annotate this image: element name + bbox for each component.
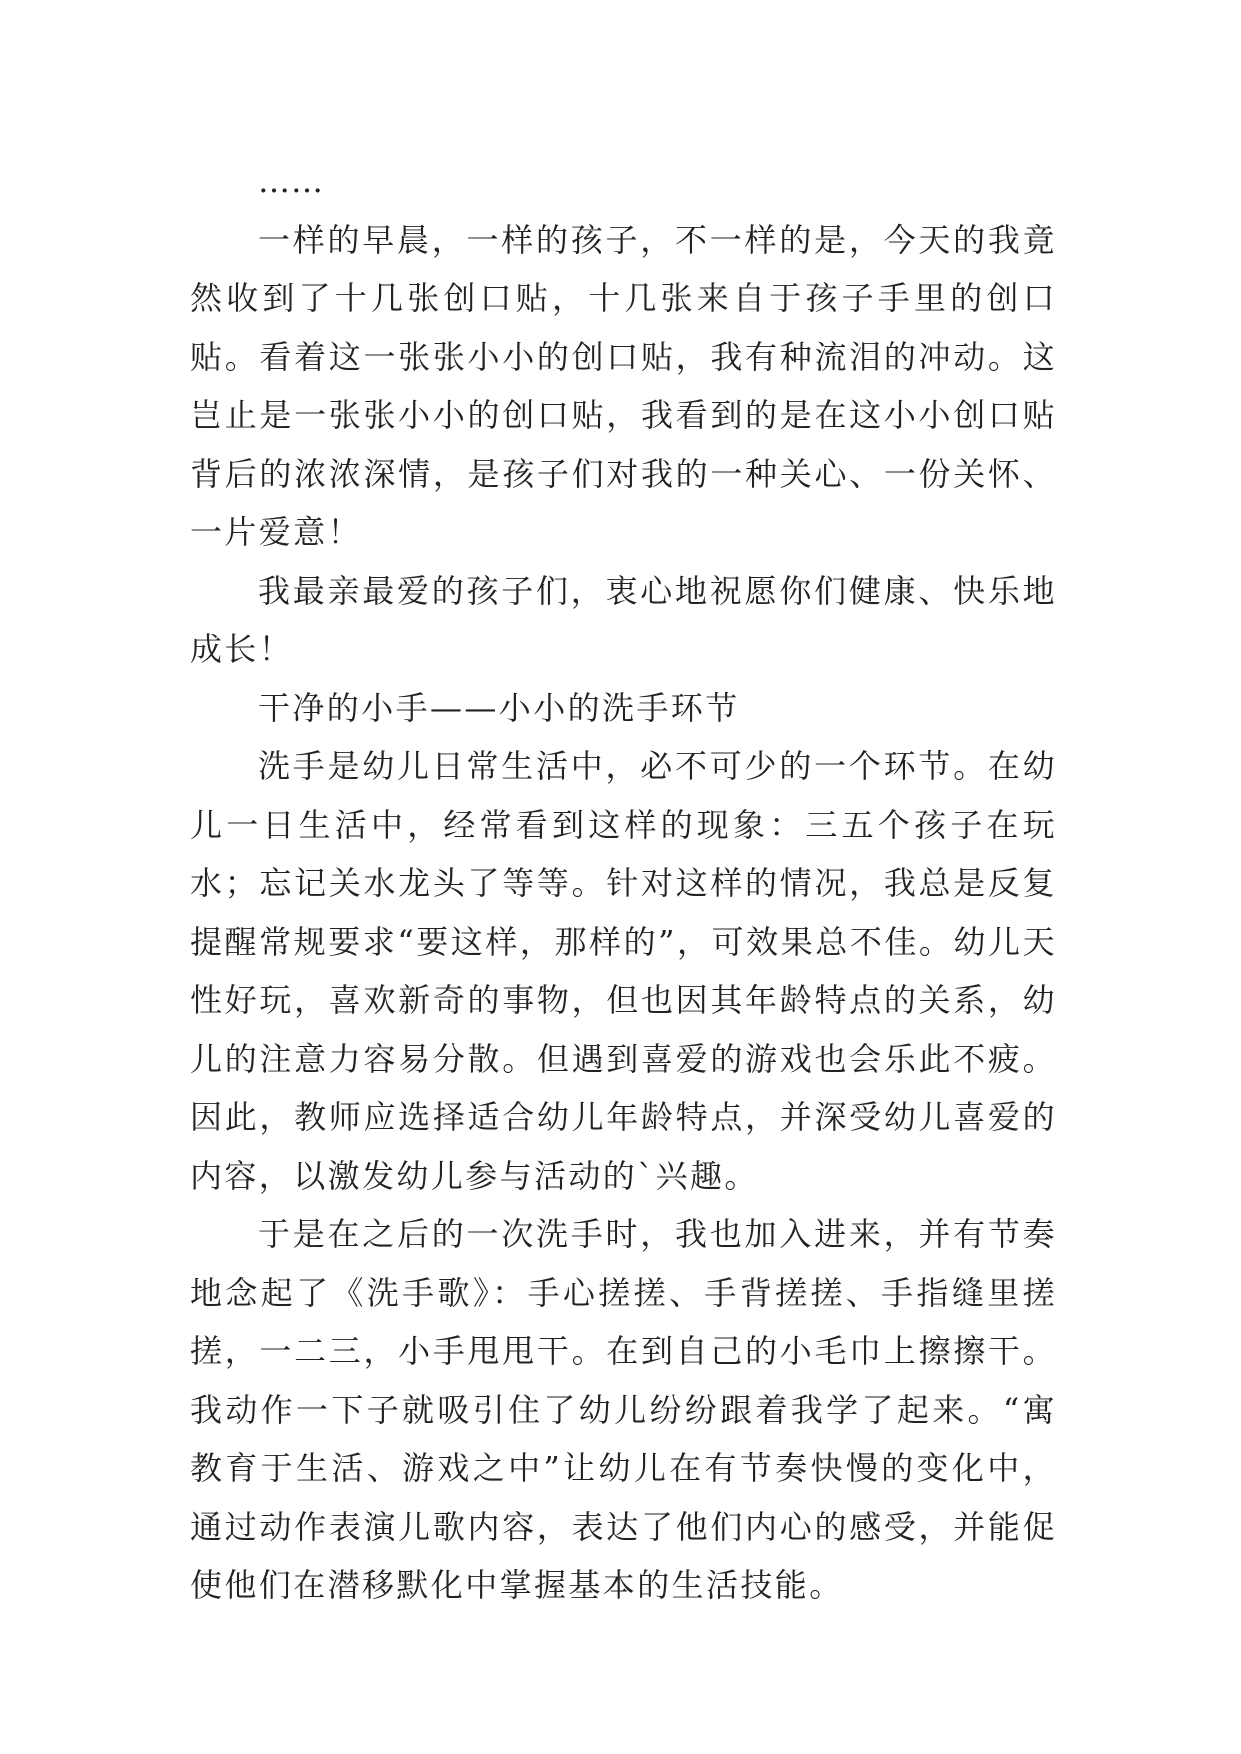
paragraph-handwashing-song: 于是在之后的一次洗手时，我也加入进来，并有节奏地念起了《洗手歌》：手心搓搓、手背搓搓、手指缝里搓搓，一二三，小手甩甩干。在到自己的小毛巾上擦擦干。我动作一下子就吸引住了幼儿纷纷跟着我学了起来。“寓教育于生活、游戏之中”让幼儿在有节奏快慢的变化中，通过动作表演儿歌内容，表达了他们内心的感受，并能促使他们在潜移默化中掌握基本的生活技能。: [190, 1215, 1057, 1604]
paragraph-handwashing-intro: 洗手是幼儿日常生活中，必不可少的一个环节。在幼儿一日生活中，经常看到这样的现象：三五个孩子在玩水；忘记关水龙头了等等。针对这样的情况，我总是反复提醒常规要求“要这样，那样的”，可效果总不佳。幼儿天性好玩，喜欢新奇的事物，但也因其年龄特点的关系，幼儿的注意力容易分散。但遇到喜爱的游戏也会乐此不疲。因此，教师应选择适合幼儿年龄特点，并深受幼儿喜爱的内容，以激发幼儿参与活动的`兴趣。: [190, 747, 1057, 1195]
paragraph-wishes: 我最亲最爱的孩子们，衷心地祝愿你们健康、快乐地成长！: [190, 571, 1057, 668]
document-body: [190, 152, 1057, 1615]
paragraph-ellipsis: ……: [258, 162, 324, 200]
paragraph-band-aids: 一样的早晨，一样的孩子，不一样的是，今天的我竟然收到了十几张创口贴，十几张来自于孩子手里的创口贴。看着这一张张小小的创口贴，我有种流泪的冲动。这岂止是一张张小小的创口贴，我看到的是在这小小创口贴背后的浓浓深情，是孩子们对我的一种关心、一份关怀、一片爱意！: [190, 220, 1057, 551]
section-heading-handwashing: 干净的小手——小小的洗手环节: [258, 688, 740, 727]
